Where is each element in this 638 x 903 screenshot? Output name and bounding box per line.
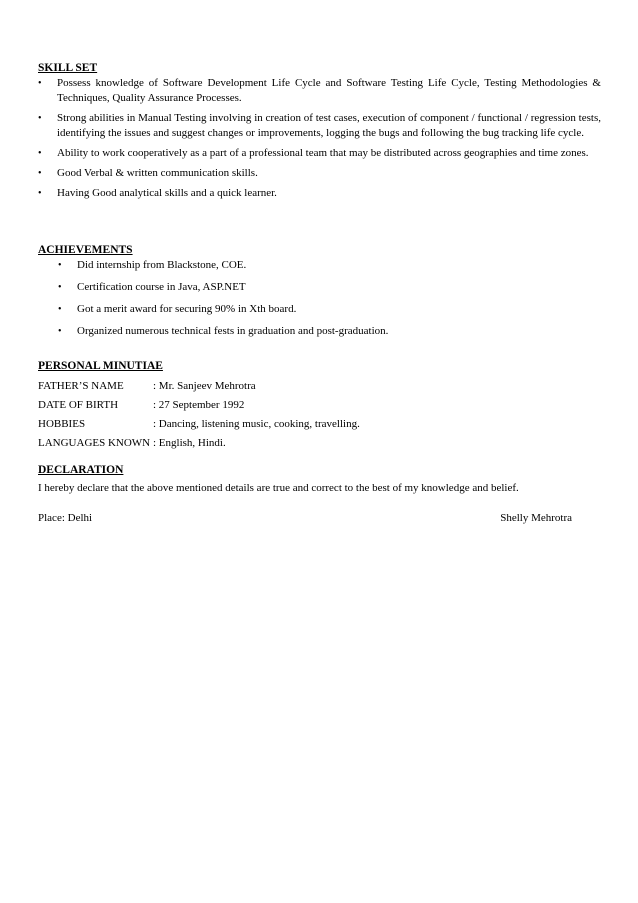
bullet-icon: • bbox=[58, 304, 62, 315]
personal-details-table bbox=[38, 379, 360, 455]
detail-key: FATHER’S NAME bbox=[38, 380, 124, 392]
bullet-icon: • bbox=[38, 113, 42, 124]
detail-key: DATE OF BIRTH bbox=[38, 399, 119, 411]
bullet-icon: • bbox=[38, 168, 42, 179]
achievement-text: Certification course in Java, ASP.NET bbox=[77, 281, 246, 293]
detail-key: LANGUAGES KNOWN bbox=[38, 437, 151, 449]
bullet-icon: • bbox=[38, 78, 42, 89]
declaration-heading: DECLARATION bbox=[38, 464, 124, 476]
skill-set-heading: SKILL SET bbox=[38, 62, 98, 74]
list-item bbox=[38, 324, 601, 339]
skill-text: Possess knowledge of Software Development Life Cycle and Software Testing Life Cycle, Testing Methodologies & Techniques, Quality Assurance Processes. bbox=[57, 77, 601, 104]
achievements-heading: ACHIEVEMENTS bbox=[38, 244, 133, 256]
list-item bbox=[38, 76, 601, 106]
list-item bbox=[38, 258, 601, 273]
bullet-icon: • bbox=[58, 282, 62, 293]
achievement-text: Got a merit award for securing 90% in Xth board. bbox=[77, 303, 297, 315]
achievement-text: Organized numerous technical fests in graduation and post-graduation. bbox=[77, 325, 389, 337]
detail-value: : Dancing, listening music, cooking, travelling. bbox=[153, 418, 360, 430]
detail-value: : English, Hindi. bbox=[153, 437, 226, 449]
declaration-text: I hereby declare that the above mentioned details are true and correct to the best of my knowledge and belief. bbox=[38, 482, 519, 494]
table-row bbox=[38, 417, 360, 436]
list-item bbox=[38, 166, 601, 181]
resume-page bbox=[38, 61, 601, 526]
table-row bbox=[38, 398, 360, 417]
bullet-icon: • bbox=[58, 260, 62, 271]
detail-key: HOBBIES bbox=[38, 418, 86, 430]
signature-row bbox=[38, 511, 572, 526]
personal-minutiae-heading: PERSONAL MINUTIAE bbox=[38, 360, 163, 372]
bullet-icon: • bbox=[38, 148, 42, 159]
bullet-icon: • bbox=[38, 188, 42, 199]
skill-text: Ability to work cooperatively as a part of a professional team that may be distributed across geographies and time zones. bbox=[57, 147, 589, 159]
table-row bbox=[38, 436, 360, 455]
achievement-text: Did internship from Blackstone, COE. bbox=[77, 259, 247, 271]
list-item bbox=[38, 280, 601, 295]
table-row bbox=[38, 379, 360, 398]
detail-value: : Mr. Sanjeev Mehrotra bbox=[153, 380, 256, 392]
list-item bbox=[38, 302, 601, 317]
bullet-icon: • bbox=[58, 326, 62, 337]
signature-name: Shelly Mehrotra bbox=[500, 512, 572, 524]
place-text: Place: Delhi bbox=[38, 512, 93, 524]
skill-text: Strong abilities in Manual Testing involving in creation of test cases, execution of component / functional / regression tests, identifying the issues and suggest changes or improvements, logging the bugs and following the bug tracking life cycle. bbox=[57, 112, 601, 139]
skill-text: Good Verbal & written communication skills. bbox=[57, 167, 258, 179]
achievements-list bbox=[38, 258, 601, 339]
list-item bbox=[38, 111, 601, 141]
skill-text: Having Good analytical skills and a quick learner. bbox=[57, 187, 277, 199]
list-item bbox=[38, 186, 601, 201]
list-item bbox=[38, 146, 601, 161]
skill-set-list bbox=[38, 76, 601, 201]
detail-value: : 27 September 1992 bbox=[153, 399, 245, 411]
